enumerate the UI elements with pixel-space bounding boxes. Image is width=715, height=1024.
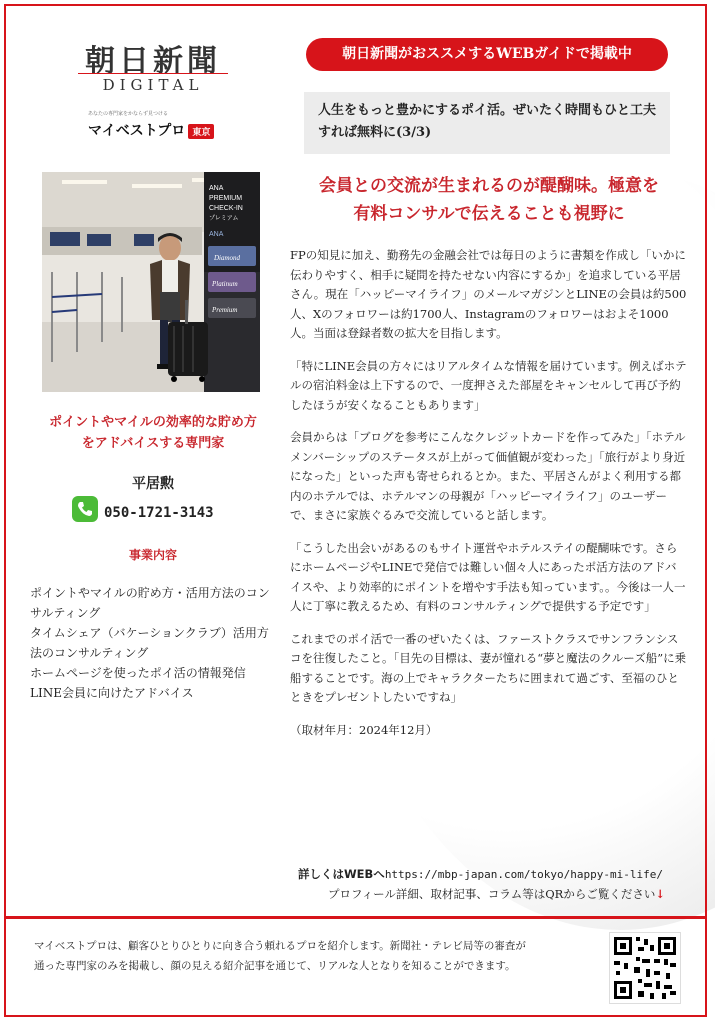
footer-divider bbox=[4, 916, 707, 919]
asahi-logo: 朝日新聞 bbox=[85, 44, 221, 79]
business-list bbox=[30, 583, 278, 703]
specialty-line-2: をアドバイスする専門家 bbox=[81, 436, 225, 451]
article-body bbox=[290, 246, 688, 753]
web-link-row bbox=[298, 866, 663, 882]
article-paragraph-5: これまでのポイ活で一番のぜいたくは、ファーストクラスでサンフランシスコを往復したこと。「目先の目標は、妻が憧れる“夢と魔法のクルーズ船”に乗船することです。海の上でキャラクターたちに囲まれて過ごす、至福のひとときをプレゼントしたいですね」 bbox=[290, 631, 687, 704]
business-item: LINE会員に向けたアドバイス bbox=[30, 686, 194, 700]
business-item: ホームページを使ったポイ活の情報発信 bbox=[30, 666, 246, 680]
article-paragraph-3: 会員からは「ブログを参考にこんなクレジットカードを作ってみた」「ホテルメンバーシップのステータスが上がって価値観が変わった」「旅行がより身近になった」といった声も寄せられるとか。また、平居さんがよく利用する都内のホテルでは、ホテルマンの母親が「ハッピーマイライフ」のユーザーで、まさに家族ぐるみで交流していると話します。 bbox=[290, 430, 686, 522]
specialty-line-1: ポイントやマイルの効率的な貯め方 bbox=[49, 415, 257, 430]
headline-line-1: 会員との交流が生まれるのが醍醐味。極意を bbox=[319, 176, 659, 196]
web-label: 詳しくはWEBへ bbox=[298, 867, 385, 881]
interview-date: （取材年月：2024年12月） bbox=[290, 722, 438, 737]
profile-url-link[interactable]: https://mbp-japan.com/tokyo/happy-mi-life/ bbox=[384, 868, 663, 881]
article-subtitle: 人生をもっと豊かにするポイ活。ぜいたく時間もひと工夫すれば無料に(3/3) bbox=[304, 92, 670, 154]
card-label-1: Diamond bbox=[214, 254, 241, 262]
sign-text-4: プレミアム bbox=[209, 215, 239, 222]
qr-code[interactable] bbox=[609, 932, 681, 1004]
sign-text-3: CHECK-IN bbox=[209, 205, 243, 212]
city-badge: 東京 bbox=[188, 124, 214, 139]
mbp-tagline: あなたの専門家をかならず見つける bbox=[88, 111, 169, 117]
business-item: ポイントやマイルの貯め方・活用方法のコンサルティング bbox=[30, 586, 270, 620]
mybestpro-logo bbox=[88, 120, 214, 140]
phone-icon bbox=[72, 496, 98, 522]
arrow-down-icon: ↓ bbox=[655, 887, 665, 901]
business-heading: 事業内容 bbox=[128, 548, 177, 562]
article-paragraph-4: 「こうした出会いがあるのもサイト運営やホテルステイの醍醐味です。さらにホームページやLINEで発信では難しい個々人にあったポ活方法のアドバイスや、より効率的にポイントを増やす手法も知っています。。今後は一人一人に丁寧に教えるため、有料のコンサルティングで提供する予定です」 bbox=[290, 540, 686, 613]
specialty-text bbox=[30, 412, 276, 454]
mybestpro-name: マイベストプロ bbox=[88, 123, 186, 139]
top-banner: 朝日新聞がおススメするWEBガイドで掲載中 bbox=[306, 38, 668, 71]
qr-note bbox=[328, 886, 665, 902]
sign-text-5: ANA bbox=[209, 231, 224, 238]
profile-photo bbox=[42, 172, 260, 392]
card-label-3: Premium bbox=[212, 306, 238, 314]
business-item: タイムシェア（バケーションクラブ）活用方法のコンサルティング bbox=[30, 626, 269, 660]
footer-description bbox=[34, 936, 574, 976]
card-label-2: Platinum bbox=[212, 280, 238, 288]
qr-note-text: プロフィール詳細、取材記事、コラム等はQRからご覧ください bbox=[328, 887, 656, 901]
phone-number[interactable]: 050-1721-3143 bbox=[104, 505, 214, 521]
headline-line-2: 有料コンサルで伝えることも視野に bbox=[353, 204, 625, 224]
sign-text-1: ANA bbox=[209, 185, 224, 192]
sign-text-2: PREMIUM bbox=[209, 195, 243, 202]
expert-name: 平居勲 bbox=[132, 476, 174, 492]
footer-line-1: マイベストプロは、顧客ひとりひとりに向き合う頼れるプロを紹介します。新聞社・テレビ局等の審査が bbox=[34, 940, 526, 952]
article-paragraph-2: 「特にLINE会員の方々にはリアルタイムな情報を届けています。例えばホテルの宿泊料金は上下するので、一度押さえた部屋をキャンセルして再び予約したほうが安くなることもあります」 bbox=[290, 358, 687, 412]
asahi-logo-digital: DIGITAL bbox=[78, 73, 228, 94]
footer-line-2: 通った専門家のみを掲載し、顔の見える紹介記事を通じて、リアルな人となりを知ることができます。 bbox=[34, 960, 516, 972]
article-headline bbox=[290, 172, 688, 228]
article-paragraph-1: FPの知見に加え、勤務先の金融会社では毎日のように書類を作成し「いかに伝わりやすく、相手に疑問を持たせない内容にするか」を追求している平居さん。現在「ハッピーマイライフ」のメールマガジンとLINEの会員は約500人、Xのフォロワーは約1700人、Instagramのフォロワーはおよそ1000人。当面は登録者数の拡大を目指します。 bbox=[290, 248, 687, 340]
